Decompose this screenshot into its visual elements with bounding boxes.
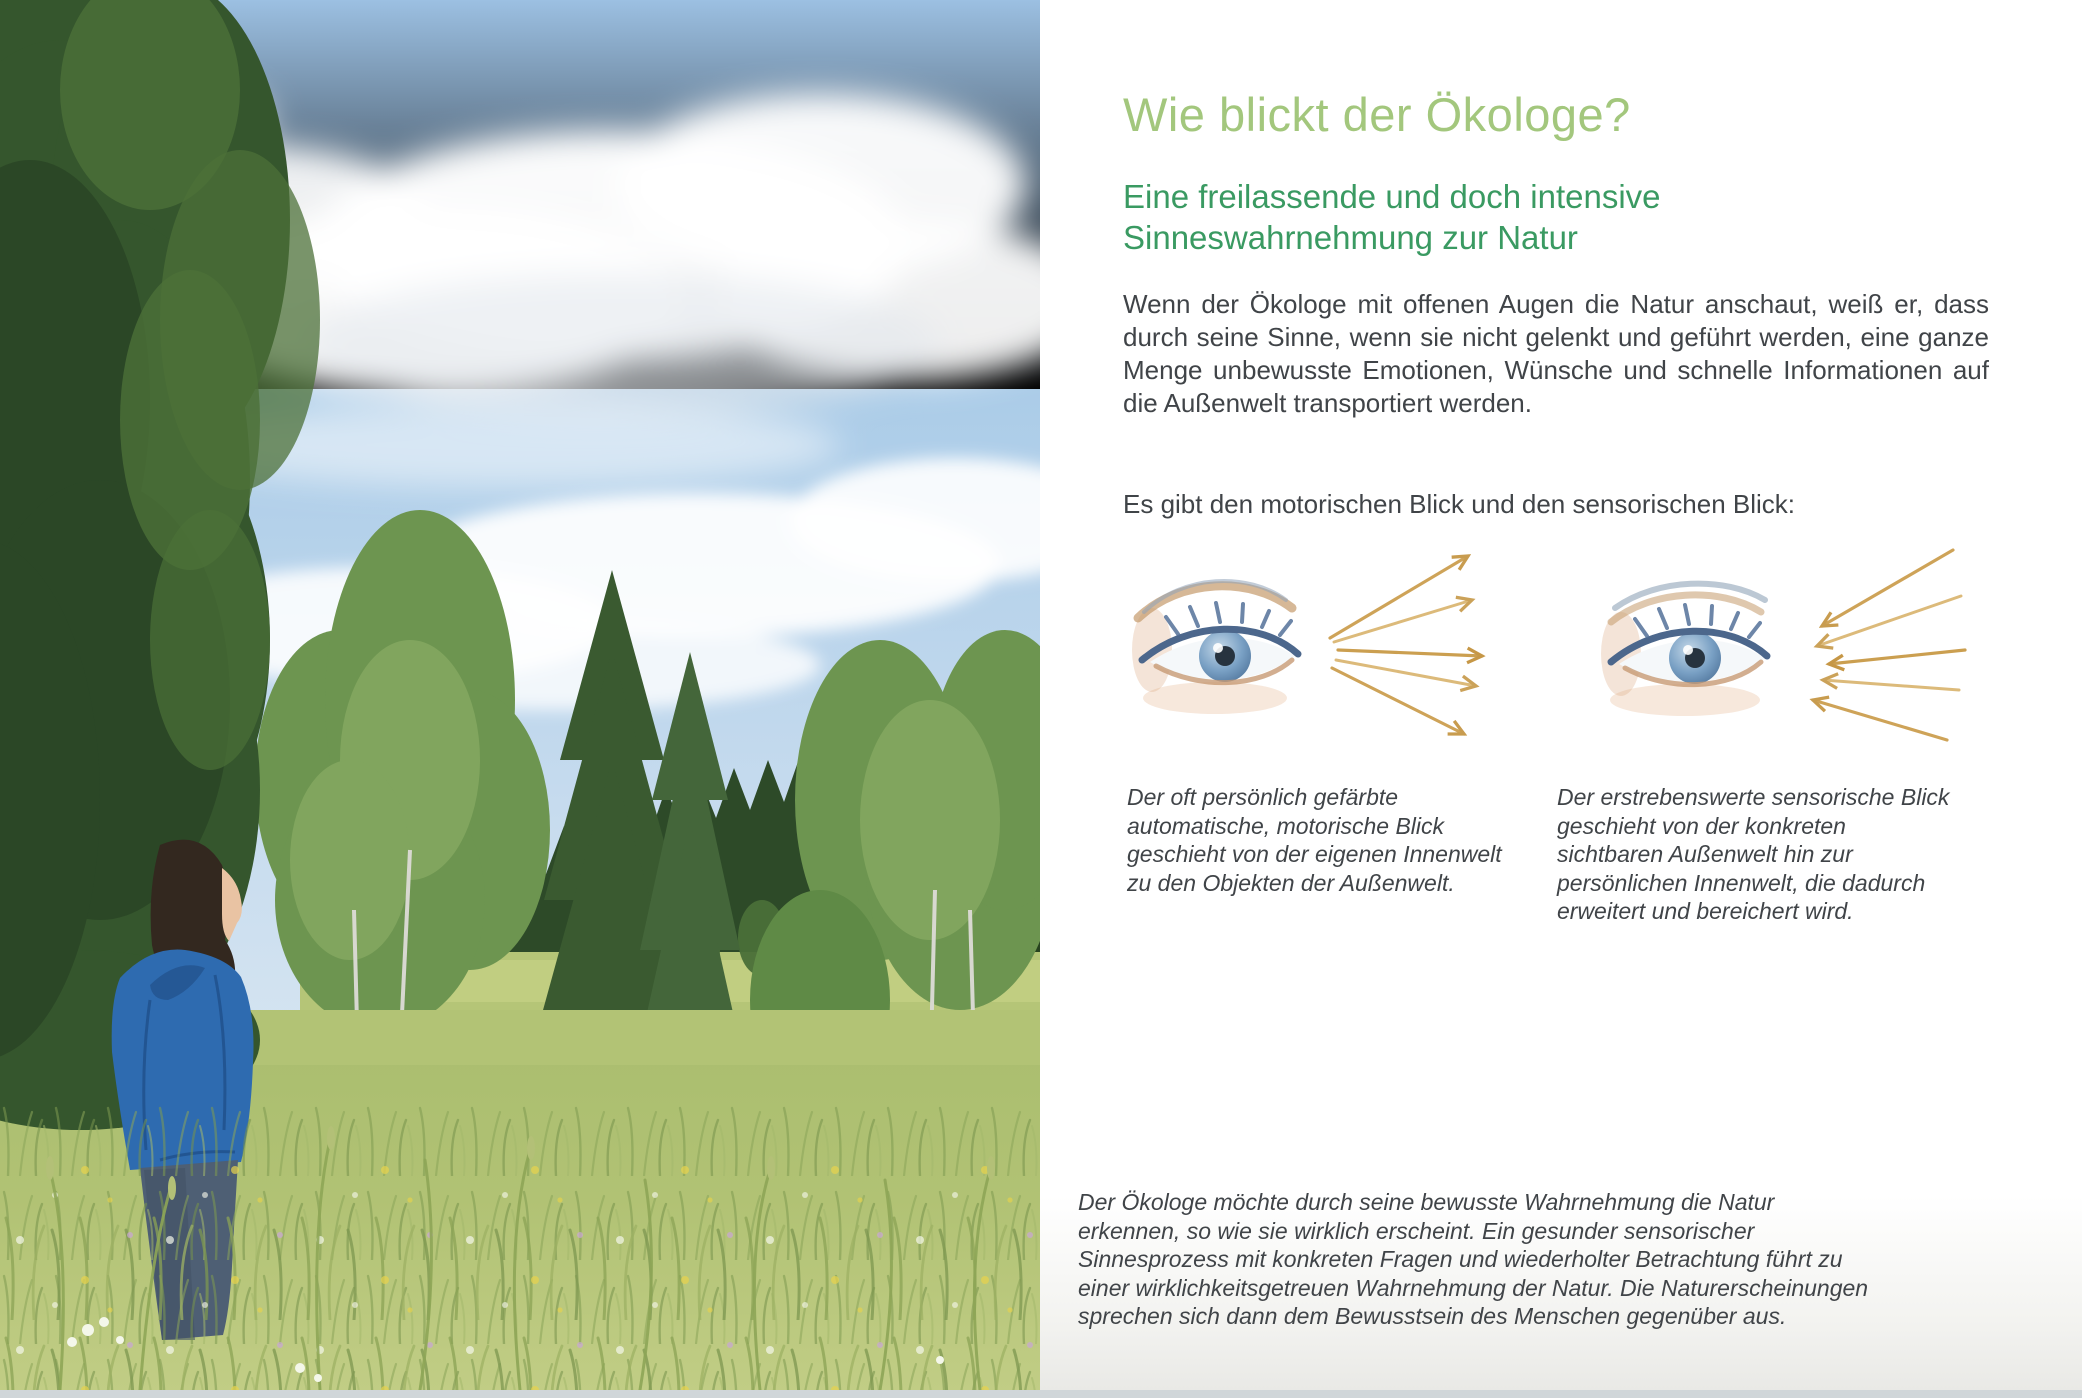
eye-drawing	[1132, 581, 1298, 714]
eye-drawing	[1601, 584, 1767, 716]
eye-incoming-arrows-illustration	[1585, 538, 1970, 758]
outgoing-arrows	[1330, 556, 1482, 734]
motor-gaze-caption: Der oft persönlich gefärbte automatische, motorische Blick geschieht von der eigenen Innenwelt zu den Objekten der Außenwelt.	[1127, 784, 1502, 896]
page-bottom-edge	[0, 1390, 2082, 1398]
page-subtitle: Eine freilassende und doch intensive Sinneswahrnehmung zur Natur	[1123, 178, 1661, 256]
page-title: Wie blickt der Ökologe?	[1123, 88, 1631, 141]
meadow-photo	[0, 0, 1040, 1390]
lead-in-line: Es gibt den motorischen Blick und den sensorischen Blick:	[1123, 489, 1796, 519]
eye-outgoing-arrows-illustration	[1120, 538, 1495, 758]
sensory-gaze-caption: Der erstrebenswerte sensorische Blick geschieht von der konkreten sichtbaren Außenwelt hin zur persönlichen Innenwelt, die dadurch erweitert und bereichert wird.	[1557, 784, 1950, 924]
incoming-arrows	[1813, 550, 1965, 740]
right-page	[1040, 0, 2082, 1390]
intro-paragraph: Wenn der Ökologe mit offenen Augen die Natur anschaut, weiß er, dass durch seine Sinne, wenn sie nicht gelenkt und geführt werden, eine ganze Menge unbewusste Emotionen, Wünsche und schnelle Informationen auf die Außenwelt transportiert werden.	[1123, 289, 1989, 418]
conclusion-paragraph: Der Ökologe möchte durch seine bewusste Wahrnehmung die Natur erkennen, so wie sie wirklich erscheint. Ein gesunder sensorischer Sinnesprozess mit konkreten Fragen und wiederholter Betrachtung führt zu einer wirklichkeitsgetreuen Wahrnehmung der Natur. Die Naturerscheinungen sprechen sich dann dem Bewusstsein des Menschen gegenüber aus.	[1078, 1189, 1869, 1329]
